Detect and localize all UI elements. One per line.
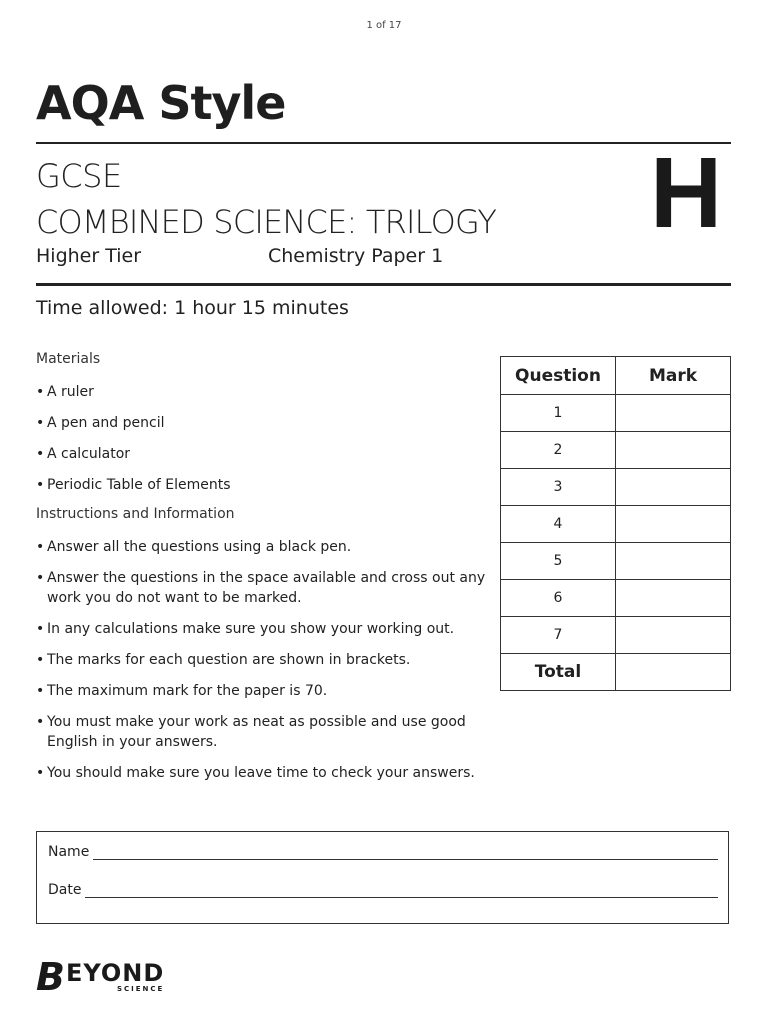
page-indicator: 1 of 17 bbox=[366, 20, 402, 31]
list-item: • Periodic Table of Elements bbox=[36, 475, 496, 495]
table-row bbox=[501, 469, 731, 506]
question-column-header: Question bbox=[501, 357, 616, 395]
table-row bbox=[501, 580, 731, 617]
total-mark-cell[interactable] bbox=[616, 654, 731, 691]
mark-cell[interactable] bbox=[616, 580, 731, 617]
mark-cell[interactable] bbox=[616, 543, 731, 580]
materials-heading: Materials bbox=[36, 351, 101, 367]
list-item: • A calculator bbox=[36, 444, 496, 464]
question-number: 5 bbox=[501, 543, 616, 580]
list-item: • In any calculations make sure you show your working out. bbox=[36, 619, 496, 639]
total-row bbox=[501, 654, 731, 691]
candidate-details-box bbox=[36, 831, 729, 924]
question-number: 3 bbox=[501, 469, 616, 506]
marks-table bbox=[500, 356, 731, 691]
paper-label: Chemistry Paper 1 bbox=[268, 245, 444, 267]
brand-title: AQA Style bbox=[36, 76, 286, 130]
table-row bbox=[501, 506, 731, 543]
logo-letter: B bbox=[36, 955, 65, 999]
list-item: • A ruler bbox=[36, 382, 496, 402]
list-item: • You should make sure you leave time to check your answers. bbox=[36, 763, 496, 783]
mark-cell[interactable] bbox=[616, 432, 731, 469]
bottom-divider bbox=[36, 283, 731, 286]
logo-subtitle: SCIENCE bbox=[116, 985, 165, 993]
name-line[interactable] bbox=[93, 845, 718, 860]
mark-cell[interactable] bbox=[616, 469, 731, 506]
materials-list bbox=[36, 382, 496, 506]
instructions-heading: Instructions and Information bbox=[36, 506, 235, 522]
tier-label: Higher Tier bbox=[36, 245, 142, 267]
list-item: • Answer all the questions using a black pen. bbox=[36, 537, 496, 557]
date-field[interactable] bbox=[48, 882, 718, 898]
date-line[interactable] bbox=[85, 883, 718, 898]
tier-letter: H bbox=[650, 137, 723, 249]
subject-title: COMBINED SCIENCE: TRILOGY bbox=[36, 203, 497, 241]
list-item: • You must make your work as neat as possible and use good English in your answers. bbox=[36, 712, 496, 752]
list-item: • The marks for each question are shown in brackets. bbox=[36, 650, 496, 670]
name-field[interactable] bbox=[48, 844, 718, 860]
table-row bbox=[501, 543, 731, 580]
list-item: • Answer the questions in the space available and cross out any work you do not want to be marked. bbox=[36, 568, 496, 608]
question-number: 2 bbox=[501, 432, 616, 469]
instructions-list bbox=[36, 537, 496, 794]
name-label: Name bbox=[48, 844, 90, 860]
table-row bbox=[501, 432, 731, 469]
logo-text bbox=[66, 961, 164, 994]
mark-cell[interactable] bbox=[616, 506, 731, 543]
list-item: • The maximum mark for the paper is 70. bbox=[36, 681, 496, 701]
time-allowed: Time allowed: 1 hour 15 minutes bbox=[36, 297, 349, 319]
question-number: 7 bbox=[501, 617, 616, 654]
publisher-logo bbox=[36, 955, 165, 999]
qualification: GCSE bbox=[36, 157, 122, 195]
date-label: Date bbox=[48, 882, 82, 898]
mark-cell[interactable] bbox=[616, 395, 731, 432]
total-label: Total bbox=[501, 654, 616, 691]
table-row bbox=[501, 395, 731, 432]
mark-cell[interactable] bbox=[616, 617, 731, 654]
question-number: 4 bbox=[501, 506, 616, 543]
list-item: • A pen and pencil bbox=[36, 413, 496, 433]
mark-column-header: Mark bbox=[616, 357, 731, 395]
question-number: 6 bbox=[501, 580, 616, 617]
table-header-row bbox=[501, 357, 731, 395]
top-divider bbox=[36, 142, 731, 144]
question-number: 1 bbox=[501, 395, 616, 432]
table-row bbox=[501, 617, 731, 654]
logo-word: EYOND bbox=[65, 959, 165, 987]
